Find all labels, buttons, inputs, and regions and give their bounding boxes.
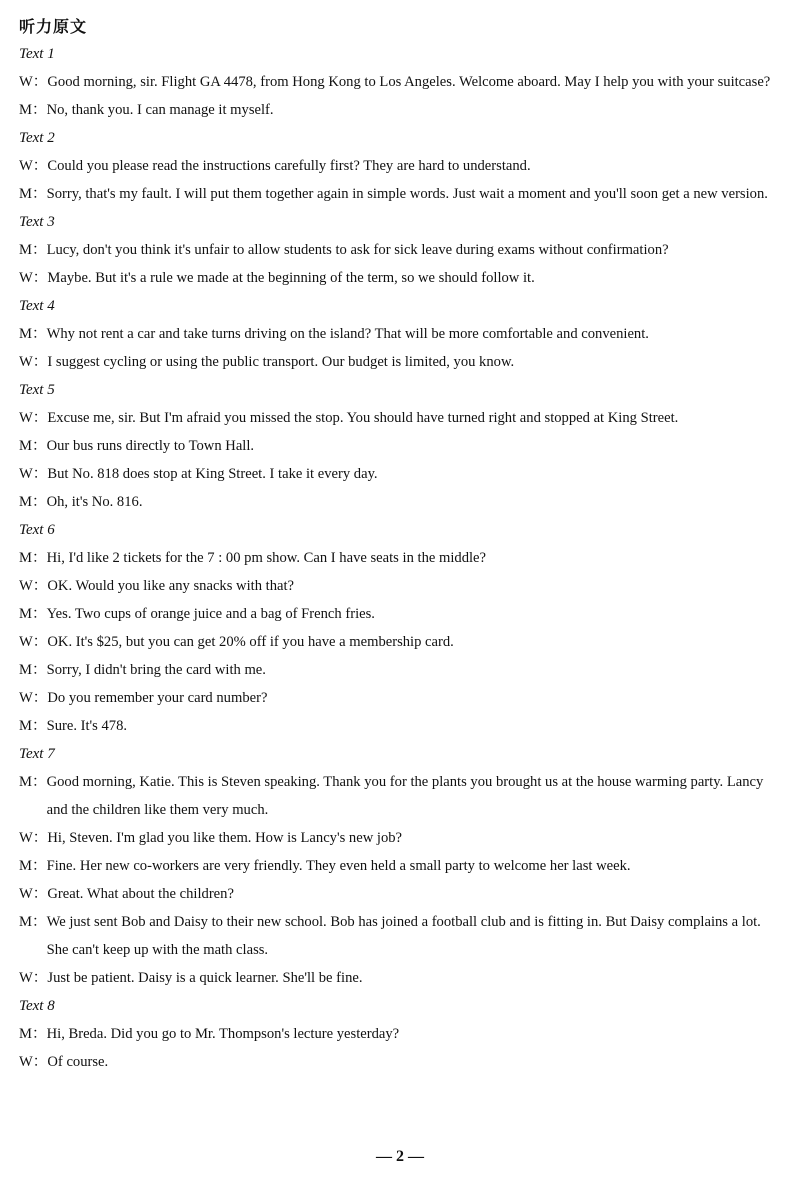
dialogue-line [19, 488, 785, 516]
text-heading: Text 8 [19, 998, 55, 1014]
text-section [19, 124, 785, 208]
speaker-label: W ： [19, 264, 47, 292]
utterance-text: Sorry, I didn't bring the card with me. [46, 662, 266, 678]
text-heading: Text 3 [19, 214, 55, 230]
dialogue-line [19, 432, 785, 460]
dialogue-line [19, 180, 785, 208]
speaker-label: W ： [19, 880, 47, 908]
text-section [19, 376, 785, 516]
speaker-label: M ： [19, 488, 47, 516]
utterance-text: Hi, Steven. I'm glad you like them. How is Lancy's new job? [47, 830, 403, 846]
dialogue-line [19, 68, 785, 96]
speaker-label: M ： [19, 908, 47, 964]
speaker-label: W ： [19, 572, 47, 600]
utterance-text: Of course. [47, 1054, 109, 1070]
dialogue-line [19, 264, 785, 292]
dialogue-line [19, 684, 785, 712]
dialogue-line [19, 908, 785, 964]
speaker-label: W ： [19, 628, 47, 656]
page-number: — 2 — [376, 1148, 424, 1165]
dialogue-line [19, 964, 785, 992]
speaker-label: M ： [19, 1020, 47, 1048]
utterance-text: Sure. It's 478. [46, 718, 128, 734]
dialogue-line [19, 460, 785, 488]
speaker-label: W ： [19, 404, 47, 432]
utterance-text: Do you remember your card number? [47, 690, 268, 706]
dialogue-line [19, 712, 785, 740]
text-heading: Text 1 [19, 46, 55, 62]
utterance-text: Maybe. But it's a rule we made at the beginning of the term, so we should follow it. [47, 270, 535, 286]
dialogue-line [19, 768, 785, 824]
utterance-text: Just be patient. Daisy is a quick learner. She'll be fine. [47, 970, 363, 986]
page-title: 听力原文 [19, 17, 88, 36]
utterance-text: OK. Would you like any snacks with that? [47, 578, 295, 594]
utterance-text: Our bus runs directly to Town Hall. [46, 438, 255, 454]
utterance-text: Excuse me, sir. But I'm afraid you missed the stop. You should have turned right and stopped at King Street. [47, 410, 679, 426]
utterance-text: Good morning, sir. Flight GA 4478, from Hong Kong to Los Angeles. Welcome aboard. May I help you with your suitcase? [47, 74, 771, 90]
speaker-label: W ： [19, 460, 47, 488]
text-section [19, 516, 785, 740]
text-section [19, 208, 785, 292]
dialogue-line [19, 320, 785, 348]
speaker-label: M ： [19, 768, 47, 824]
utterance-text: Good morning, Katie. This is Steven speaking. Thank you for the plants you brought us at the house warming party. Lancy and the children like them very much. [46, 774, 764, 818]
text-heading: Text 6 [19, 522, 55, 538]
text-heading: Text 4 [19, 298, 55, 314]
speaker-label: M ： [19, 544, 47, 572]
speaker-label: M ： [19, 656, 47, 684]
speaker-label: M ： [19, 852, 47, 880]
speaker-label: M ： [19, 600, 47, 628]
speaker-label: M ： [19, 236, 47, 264]
utterance-text: Great. What about the children? [47, 886, 234, 902]
text-heading: Text 2 [19, 130, 55, 146]
speaker-label: W ： [19, 964, 47, 992]
utterance-text: We just sent Bob and Daisy to their new school. Bob has joined a football club and is fitting in. But Daisy complains a lot. She can't keep up with the math class. [46, 914, 761, 958]
dialogue-line [19, 96, 785, 124]
utterance-text: Could you please read the instructions carefully first? They are hard to understand. [47, 158, 531, 174]
speaker-label: M ： [19, 96, 47, 124]
speaker-label: M ： [19, 432, 47, 460]
speaker-label: W ： [19, 348, 47, 376]
speaker-label: M ： [19, 320, 47, 348]
utterance-text: Why not rent a car and take turns driving on the island? That will be more comfortable and convenient. [46, 326, 649, 342]
utterance-text: Yes. Two cups of orange juice and a bag of French fries. [46, 606, 375, 622]
transcript-body [19, 40, 785, 1076]
text-heading: Text 7 [19, 746, 55, 762]
speaker-label: W ： [19, 152, 47, 180]
dialogue-line [19, 572, 785, 600]
dialogue-line [19, 404, 785, 432]
dialogue-line [19, 880, 785, 908]
utterance-text: No, thank you. I can manage it myself. [46, 102, 274, 118]
speaker-label: W ： [19, 1048, 47, 1076]
text-section [19, 992, 785, 1076]
utterance-text: OK. It's $25, but you can get 20% off if you have a membership card. [47, 634, 454, 650]
utterance-text: Lucy, don't you think it's unfair to allow students to ask for sick leave during exams without confirmation? [46, 242, 669, 258]
utterance-text: Oh, it's No. 816. [46, 494, 143, 510]
text-section [19, 740, 785, 992]
dialogue-line [19, 348, 785, 376]
utterance-text: Sorry, that's my fault. I will put them together again in simple words. Just wait a moment and you'll soon get a new version. [46, 186, 768, 202]
text-section [19, 292, 785, 376]
dialogue-line [19, 544, 785, 572]
utterance-text: But No. 818 does stop at King Street. I take it every day. [47, 466, 378, 482]
dialogue-line [19, 824, 785, 852]
dialogue-line [19, 628, 785, 656]
speaker-label: W ： [19, 684, 47, 712]
speaker-label: W ： [19, 824, 47, 852]
utterance-text: Fine. Her new co-workers are very friendly. They even held a small party to welcome her last week. [46, 858, 631, 874]
dialogue-line [19, 1020, 785, 1048]
speaker-label: W ： [19, 68, 47, 96]
dialogue-line [19, 152, 785, 180]
speaker-label: M ： [19, 712, 47, 740]
utterance-text: Hi, I'd like 2 tickets for the 7 : 00 pm show. Can I have seats in the middle? [46, 550, 486, 566]
speaker-label: M ： [19, 180, 47, 208]
dialogue-line [19, 656, 785, 684]
utterance-text: I suggest cycling or using the public transport. Our budget is limited, you know. [47, 354, 515, 370]
text-heading: Text 5 [19, 382, 55, 398]
dialogue-line [19, 600, 785, 628]
dialogue-line [19, 852, 785, 880]
text-section [19, 40, 785, 124]
dialogue-line [19, 1048, 785, 1076]
utterance-text: Hi, Breda. Did you go to Mr. Thompson's lecture yesterday? [46, 1026, 400, 1042]
dialogue-line [19, 236, 785, 264]
